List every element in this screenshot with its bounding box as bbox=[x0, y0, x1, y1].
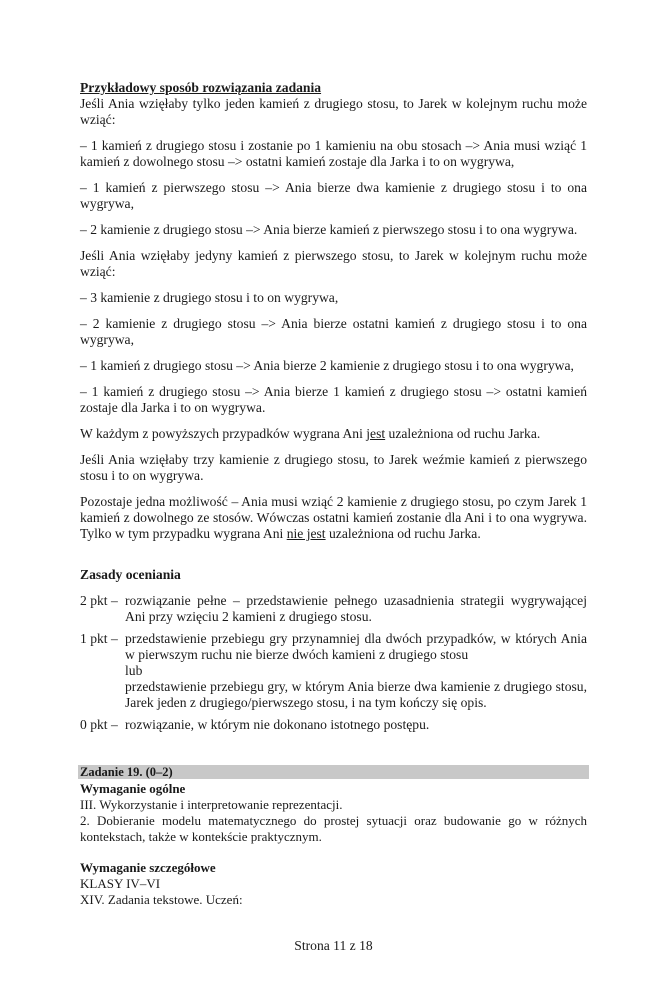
requirement-line: III. Wykorzystanie i interpretowanie reprezentacji. bbox=[80, 797, 343, 812]
list-item: – 2 kamienie z drugiego stosu –> Ania bierze ostatni kamień z drugiego stosu i to ona wygrywa, bbox=[80, 316, 587, 347]
paragraph: Jeśli Ania wzięłaby jedyny kamień z pierwszego stosu, to Jarek w kolejnym ruchu może wziąć: bbox=[80, 248, 587, 279]
scoring-text: przedstawienie przebiegu gry, w którym Ania bierze dwa kamienie z drugiego stosu, Jarek jeden z drugiego/pierwszego stosu, i na tym kończy się opis. bbox=[125, 679, 587, 710]
solution-title: Przykładowy sposób rozwiązania zadania bbox=[80, 80, 322, 95]
page-number: Strona 11 z 18 bbox=[294, 938, 373, 953]
requirement-line: KLASY IV–VI bbox=[80, 876, 161, 891]
text: uzależniona od ruchu Jarka. bbox=[385, 426, 541, 441]
requirement-line: XIV. Zadania tekstowe. Uczeń: bbox=[80, 892, 243, 907]
list-item: – 1 kamień z drugiego stosu –> Ania bierze 2 kamienie z drugiego stosu i to ona wygrywa, bbox=[80, 358, 574, 373]
paragraph: Jeśli Ania wzięłaby trzy kamienie z drugiego stosu, to Jarek weźmie kamień z pierwszego stosu i to on wygrywa. bbox=[80, 452, 587, 483]
paragraph bbox=[80, 494, 587, 542]
text: uzależniona od ruchu Jarka. bbox=[325, 526, 481, 541]
paragraph: Jeśli Ania wzięłaby tylko jeden kamień z drugiego stosu, to Jarek w kolejnym ruchu może wziąć: bbox=[80, 96, 587, 127]
task-header: Zadanie 19. (0–2) bbox=[78, 765, 589, 779]
points-label: 2 pkt – bbox=[80, 593, 118, 608]
requirement-line: 2. Dobieranie modelu matematycznego do prostej sytuacji oraz budowanie go w różnych kontekstach, także w kontekście praktycznym. bbox=[80, 813, 587, 844]
scoring-item bbox=[80, 593, 587, 625]
scoring-text: rozwiązanie pełne – przedstawienie pełnego uzasadnienia strategii wygrywającej Ani przy wzięciu 2 kamieni z drugiego stosu. bbox=[125, 593, 587, 624]
general-requirement-title: Wymaganie ogólne bbox=[80, 781, 186, 796]
list-item: – 3 kamienie z drugiego stosu i to on wygrywa, bbox=[80, 290, 339, 305]
list-item: – 1 kamień z drugiego stosu –> Ania bierze 1 kamień z drugiego stosu –> ostatni kamień zostaje dla Jarka i to on wygrywa. bbox=[80, 384, 587, 415]
points-label: 1 pkt – bbox=[80, 631, 118, 646]
general-requirement bbox=[80, 797, 587, 845]
list-item: – 1 kamień z drugiego stosu i zostanie po 1 kamieniu na obu stosach –> Ania musi wziąć 1 kamień z dowolnego stosu –> ostatni kamień zostaje dla Jarka i to on wygrywa, bbox=[80, 138, 587, 169]
detail-requirement bbox=[80, 876, 587, 908]
points-label: 0 pkt – bbox=[80, 717, 118, 732]
paragraph bbox=[80, 426, 587, 442]
list-item: – 1 kamień z pierwszego stosu –> Ania bierze dwa kamienie z drugiego stosu i to ona wygrywa, bbox=[80, 180, 587, 211]
underlined-text: nie jest bbox=[286, 526, 326, 541]
text: W każdym z powyższych przypadków wygrana Ani bbox=[80, 426, 367, 441]
underlined-text: jest bbox=[366, 426, 386, 441]
detail-requirement-title: Wymaganie szczegółowe bbox=[80, 860, 216, 875]
scoring-text: przedstawienie przebiegu gry przynamniej dla dwóch przypadków, w których Ania w pierwszym ruchu nie bierze dwóch kamieni z drugiego stosu bbox=[125, 631, 587, 662]
text: Pozostaje jedna możliwość – Ania musi wziąć 2 kamienie z drugiego stosu, po czym Jarek 1 kamień z dowolnego ze stosów. Wówczas ostatni kamień zostanie dla Ani i to ona wygrywa. Tylko w tym przypadku wygrana Ani bbox=[80, 494, 587, 541]
list-item: – 2 kamienie z drugiego stosu –> Ania bierze kamień z pierwszego stosu i to ona wygrywa. bbox=[80, 222, 578, 237]
scoring-item bbox=[80, 717, 587, 733]
scoring-text: rozwiązanie, w którym nie dokonano istotnego postępu. bbox=[125, 717, 430, 732]
scoring-item bbox=[80, 631, 587, 711]
scoring-title: Zasady oceniania bbox=[80, 567, 181, 582]
scoring-text: lub bbox=[125, 663, 143, 678]
